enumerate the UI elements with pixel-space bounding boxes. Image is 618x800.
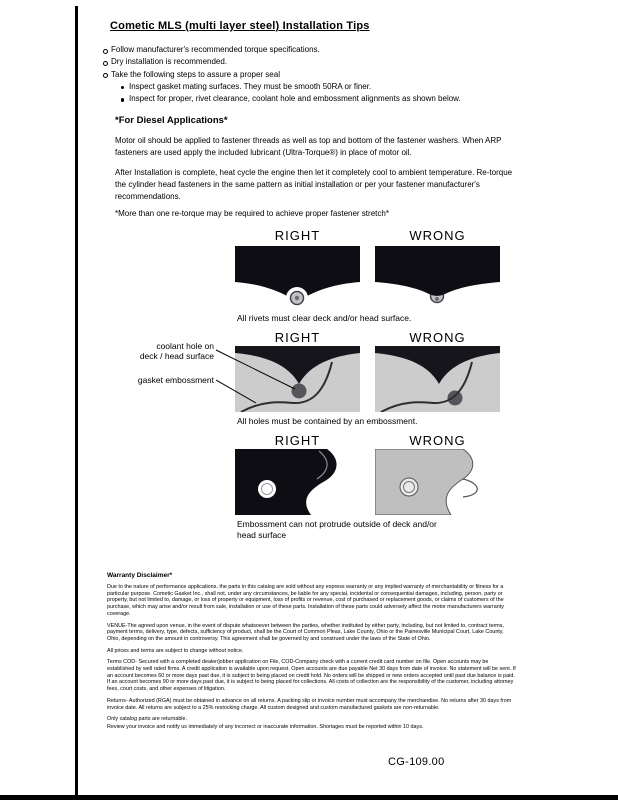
- coolant-hole-callout: [134, 341, 214, 361]
- disclaimer-paragraph: Review your invoice and notify us immediately of any incorrect or inaccurate information. Shortages must be reported within 10 days.: [107, 723, 424, 730]
- diesel-paragraph-2: After Installation is complete, heat cycle the engine then let it completely cool to ambient temperature. Re-torque the cylinder head fasteners in the same pattern as initial installation or per your fastener manufacturer's recommendations.: [115, 168, 513, 201]
- tip-sub-item: Inspect for proper, rivet clearance, coolant hole and embossment alignments as shown below.: [103, 93, 533, 105]
- coolant-hole-callout-line1: coolant hole on: [156, 341, 214, 351]
- disclaimer-paragraph: All prices and terms are subject to change without notice.: [107, 647, 244, 654]
- bottom-border-rule: [0, 795, 618, 800]
- warranty-disclaimer-section: [107, 572, 517, 736]
- row1-right-label: RIGHT: [274, 228, 321, 243]
- row3-caption: Embossment can not protrude outside of deck and/or head surface: [237, 519, 437, 540]
- disclaimer-paragraph: Due to the nature of performance applications, the parts in this catalog are sold without any express warranty or any implied warranty of merchantability or fitness for a particular purpose. Cometic Gasket Inc., shall not, under any circumstances, be liable for any special, incidental or consequential damages, including, person, party or property, but not limited to, damage, or loss of property or equipment, loss of profits or revenue, cost of purchased or replacement goods, or claims of customers of the purchase, which may arise and/or result from sale, installation or use of these parts. Installation of these parts could adversely affect the motor manufacturers warranty coverage.: [107, 584, 504, 617]
- left-border-rule: [75, 6, 78, 795]
- tip-sub-item: Inspect gasket mating surfaces. They must be smooth 50RA or finer.: [103, 81, 533, 93]
- installation-tips-list: [103, 44, 533, 105]
- tip-item: Take the following steps to assure a proper seal: [103, 69, 533, 81]
- diagram-hole-wrong: [375, 346, 500, 412]
- page-code: CG-109.00: [388, 756, 445, 768]
- page-title: Cometic MLS (multi layer steel) Installation Tips: [110, 20, 370, 32]
- embossment-right-illustration: [235, 449, 360, 515]
- row1-wrong-label: WRONG: [409, 228, 466, 243]
- disclaimer-paragraph: VENUE-The agreed upon venue, in the event of dispute whatsoever between the parties, whether instituted by either party, including, but not limited to, contract terms, payment terms, delivery, type, defects, sufficiency of product, shall be the Court of Common Pleas, Lake County, Ohio or the Painesville Municipal Court, Lake County, Ohio, depending on the amount in controversy. This agreement shall be governed by and construed under the laws of the State of Ohio.: [107, 622, 504, 642]
- tip-item: Dry installation is recommended.: [103, 56, 533, 68]
- diagram-hole-right: [235, 346, 360, 412]
- hole-containment-wrong-illustration: [375, 346, 500, 412]
- rivet-clearance-right-illustration: [235, 246, 360, 310]
- warranty-disclaimer-heading: Warranty Disclaimer*: [107, 572, 173, 579]
- diagram-rivet-right: [235, 246, 360, 310]
- row2-wrong-label: WRONG: [409, 330, 466, 345]
- coolant-hole-callout-line2: deck / head surface: [139, 351, 214, 361]
- diagram-embossment-wrong: [375, 449, 500, 515]
- disclaimer-paragraph: Only catalog parts are returnable.: [107, 716, 188, 723]
- diesel-paragraph-1: Motor oil should be applied to fastener threads as well as top and bottom of the fastener washers. When ARP fasteners are used apply the included lubricant (Ultra-Torque®) in place of motor oil.: [115, 136, 502, 157]
- row2-right-label: RIGHT: [274, 330, 321, 345]
- gasket-embossment-callout: gasket embossment: [137, 375, 214, 385]
- rivet-clearance-wrong-illustration: [375, 246, 500, 310]
- hole-containment-right-illustration: [235, 346, 360, 412]
- embossment-wrong-illustration: [375, 449, 500, 515]
- row3-right-label: RIGHT: [274, 433, 321, 448]
- diagram-embossment-right: [235, 449, 360, 515]
- diesel-applications-heading: *For Diesel Applications*: [115, 115, 228, 126]
- diagram-rivet-wrong: [375, 246, 500, 310]
- disclaimer-paragraph: Terms COD- Secured with a completed dealer/jobber application on File, COD-Company check with a current credit card number on file. Open accounts may be established by well rated firms. A credit application is available upon request. Open accounts are due payable Net 30 days from date of invoice. No statement will be sent. If an account becomes 60 or more days past due, it is subject to being placed on credit hold. No orders will be shipped or new orders accepted until past due balance is paid. If an account becomes 90 or more days past due, it is subject to being placed for collections. All costs of collection are the responsibility of the customer, including attorney fees, court costs, and other expenses of litigation.: [107, 659, 516, 693]
- tip-item: Follow manufacturer's recommended torque specifications.: [103, 44, 533, 56]
- row1-caption: All rivets must clear deck and/or head surface.: [237, 313, 412, 323]
- retorque-note: *More than one re-torque may be required to achieve proper fastener stretch*: [115, 209, 389, 218]
- disclaimer-paragraph: Returns- Authorized (RGA) must be obtained in advance on all returns. A packing slip or invoice number must accompany the merchandise. No returns after 30 days from invoice date. All returns are subject to a 25% restocking charge. All custom designed and custom manufactured gaskets are non-returnable.: [107, 697, 512, 711]
- row2-caption: All holes must be contained by an embossment.: [237, 416, 418, 426]
- row3-wrong-label: WRONG: [409, 433, 466, 448]
